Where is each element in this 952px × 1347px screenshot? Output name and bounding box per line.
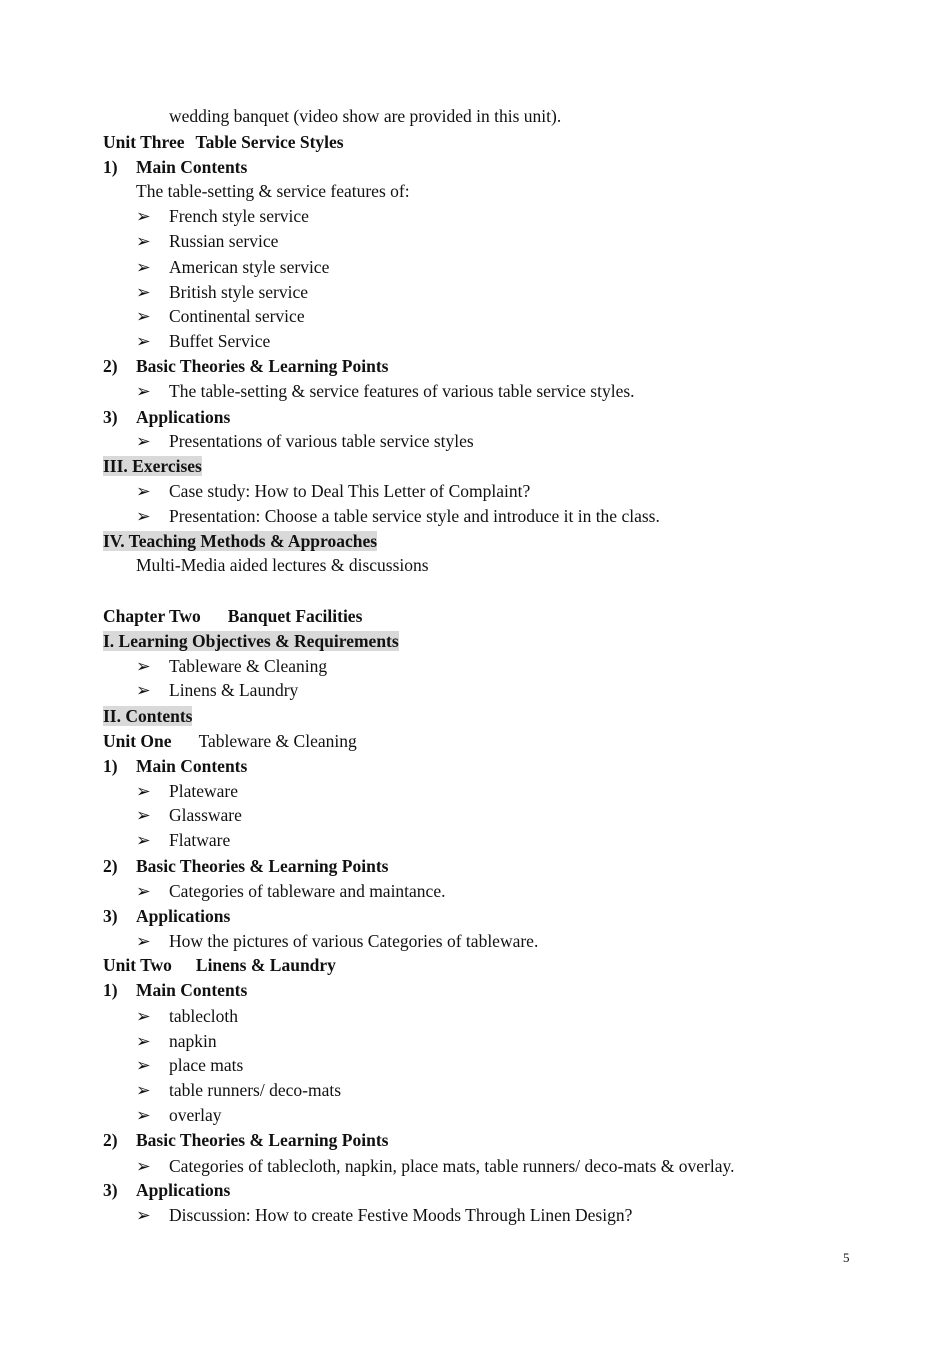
bullet-item (136, 880, 445, 902)
arrow-bullet-icon: ➢ (136, 1055, 151, 1075)
bullet-text: Glassware (169, 805, 242, 825)
arrow-bullet-icon: ➢ (136, 381, 151, 401)
bullet-item (136, 655, 327, 677)
arrow-bullet-icon: ➢ (136, 680, 151, 700)
heading-text: Applications (136, 407, 231, 427)
heading-text: Applications (136, 1180, 231, 1200)
numbered-heading (103, 1129, 388, 1151)
heading-text: Main Contents (136, 980, 248, 1000)
unit-title: Linens & Laundry (195, 955, 336, 975)
item-number: 3) (103, 1180, 118, 1200)
bullet-item (136, 1079, 341, 1101)
unit-heading (103, 954, 336, 976)
bullet-text: Categories of tablecloth, napkin, place mats, table runners/ deco-mats & overlay. (169, 1156, 735, 1176)
arrow-bullet-icon: ➢ (136, 1006, 151, 1026)
unit-label: Unit One (103, 731, 172, 751)
highlighted-heading: III. Exercises (103, 456, 202, 476)
bullet-item (136, 256, 329, 278)
bullet-item (136, 930, 538, 952)
item-number: 1) (103, 756, 118, 776)
bullet-item (136, 1054, 243, 1076)
bullet-item (136, 679, 298, 701)
bullet-text: Linens & Laundry (169, 680, 299, 700)
unit-label: Unit Three (103, 132, 185, 152)
bullet-item (136, 1005, 238, 1027)
item-number: 2) (103, 856, 118, 876)
bullet-item (136, 804, 242, 826)
numbered-heading (103, 156, 247, 178)
item-number: 2) (103, 356, 118, 376)
bullet-text: Plateware (169, 781, 238, 801)
arrow-bullet-icon: ➢ (136, 431, 151, 451)
arrow-bullet-icon: ➢ (136, 306, 151, 326)
numbered-heading (103, 355, 388, 377)
numbered-heading (103, 855, 388, 877)
unit-heading (103, 131, 344, 153)
highlighted-heading: II. Contents (103, 706, 193, 726)
bullet-text: American style service (169, 257, 330, 277)
bullet-text: Continental service (169, 306, 305, 326)
section-heading (103, 530, 377, 552)
heading-text: Main Contents (136, 157, 248, 177)
highlighted-heading: IV. Teaching Methods & Approaches (103, 531, 378, 551)
numbered-heading (103, 406, 230, 428)
bullet-item (136, 1155, 734, 1177)
bullet-text: Tableware & Cleaning (169, 656, 328, 676)
arrow-bullet-icon: ➢ (136, 206, 151, 226)
bullet-item (136, 305, 305, 327)
bullet-item (136, 505, 660, 527)
arrow-bullet-icon: ➢ (136, 656, 151, 676)
bullet-text: How the pictures of various Categories of tableware. (169, 931, 539, 951)
bullet-text: Presentations of various table service styles (169, 431, 474, 451)
bullet-text: Buffet Service (169, 331, 271, 351)
highlighted-heading: I. Learning Objectives & Requirements (103, 631, 399, 651)
item-number: 1) (103, 157, 118, 177)
bullet-item (136, 430, 474, 452)
bullet-text: The table-setting & service features of various table service styles. (169, 381, 635, 401)
heading-text: Applications (136, 906, 231, 926)
bullet-item (136, 1030, 217, 1052)
item-number: 3) (103, 906, 118, 926)
bullet-text: Russian service (169, 231, 279, 251)
unit-label: Unit Two (103, 955, 172, 975)
section-heading (103, 455, 202, 477)
bullet-text: Case study: How to Deal This Letter of Complaint? (169, 481, 531, 501)
item-number: 1) (103, 980, 118, 1000)
arrow-bullet-icon: ➢ (136, 805, 151, 825)
numbered-heading (103, 1179, 230, 1201)
numbered-heading (103, 755, 247, 777)
text-line: Multi-Media aided lectures & discussions (136, 555, 429, 575)
heading-text: Main Contents (136, 756, 248, 776)
bullet-item (136, 380, 635, 402)
bullet-item (136, 480, 530, 502)
heading-text: Basic Theories & Learning Points (136, 1130, 389, 1150)
unit-heading (103, 730, 357, 752)
bullet-text: table runners/ deco-mats (169, 1080, 342, 1100)
chapter-title: Banquet Facilities (227, 606, 363, 626)
arrow-bullet-icon: ➢ (136, 781, 151, 801)
arrow-bullet-icon: ➢ (136, 481, 151, 501)
arrow-bullet-icon: ➢ (136, 1080, 151, 1100)
bullet-item (136, 829, 230, 851)
chapter-label: Chapter Two (103, 606, 201, 626)
page-number: 5 (843, 1250, 850, 1265)
bullet-text: overlay (169, 1105, 222, 1125)
bullet-item (136, 205, 309, 227)
arrow-bullet-icon: ➢ (136, 506, 151, 526)
arrow-bullet-icon: ➢ (136, 830, 151, 850)
arrow-bullet-icon: ➢ (136, 1031, 151, 1051)
bullet-item (136, 1104, 221, 1126)
arrow-bullet-icon: ➢ (136, 881, 151, 901)
heading-text: Basic Theories & Learning Points (136, 856, 389, 876)
bullet-text: French style service (169, 206, 309, 226)
arrow-bullet-icon: ➢ (136, 1205, 151, 1225)
arrow-bullet-icon: ➢ (136, 331, 151, 351)
item-number: 3) (103, 407, 118, 427)
text-line: wedding banquet (video show are provided in this unit). (169, 106, 562, 126)
arrow-bullet-icon: ➢ (136, 282, 151, 302)
arrow-bullet-icon: ➢ (136, 257, 151, 277)
item-number: 2) (103, 1130, 118, 1150)
heading-text: Basic Theories & Learning Points (136, 356, 389, 376)
bullet-text: Flatware (169, 830, 231, 850)
bullet-text: Presentation: Choose a table service style and introduce it in the class. (169, 506, 660, 526)
numbered-heading (103, 979, 247, 1001)
bullet-item (136, 281, 308, 303)
bullet-item (136, 780, 238, 802)
bullet-text: tablecloth (169, 1006, 239, 1026)
bullet-item (136, 330, 270, 352)
arrow-bullet-icon: ➢ (136, 231, 151, 251)
bullet-text: Categories of tableware and maintance. (169, 881, 446, 901)
arrow-bullet-icon: ➢ (136, 931, 151, 951)
text-line: The table-setting & service features of: (136, 181, 410, 201)
section-heading (103, 705, 192, 727)
unit-title: Table Service Styles (195, 132, 344, 152)
bullet-text: British style service (169, 282, 309, 302)
bullet-item (136, 230, 278, 252)
arrow-bullet-icon: ➢ (136, 1156, 151, 1176)
unit-title: Tableware & Cleaning (198, 731, 357, 751)
bullet-item (136, 1204, 632, 1226)
bullet-text: place mats (169, 1055, 244, 1075)
arrow-bullet-icon: ➢ (136, 1105, 151, 1125)
chapter-heading (103, 605, 362, 627)
bullet-text: napkin (169, 1031, 217, 1051)
numbered-heading (103, 905, 230, 927)
section-heading (103, 630, 399, 652)
bullet-text: Discussion: How to create Festive Moods Through Linen Design? (169, 1205, 633, 1225)
